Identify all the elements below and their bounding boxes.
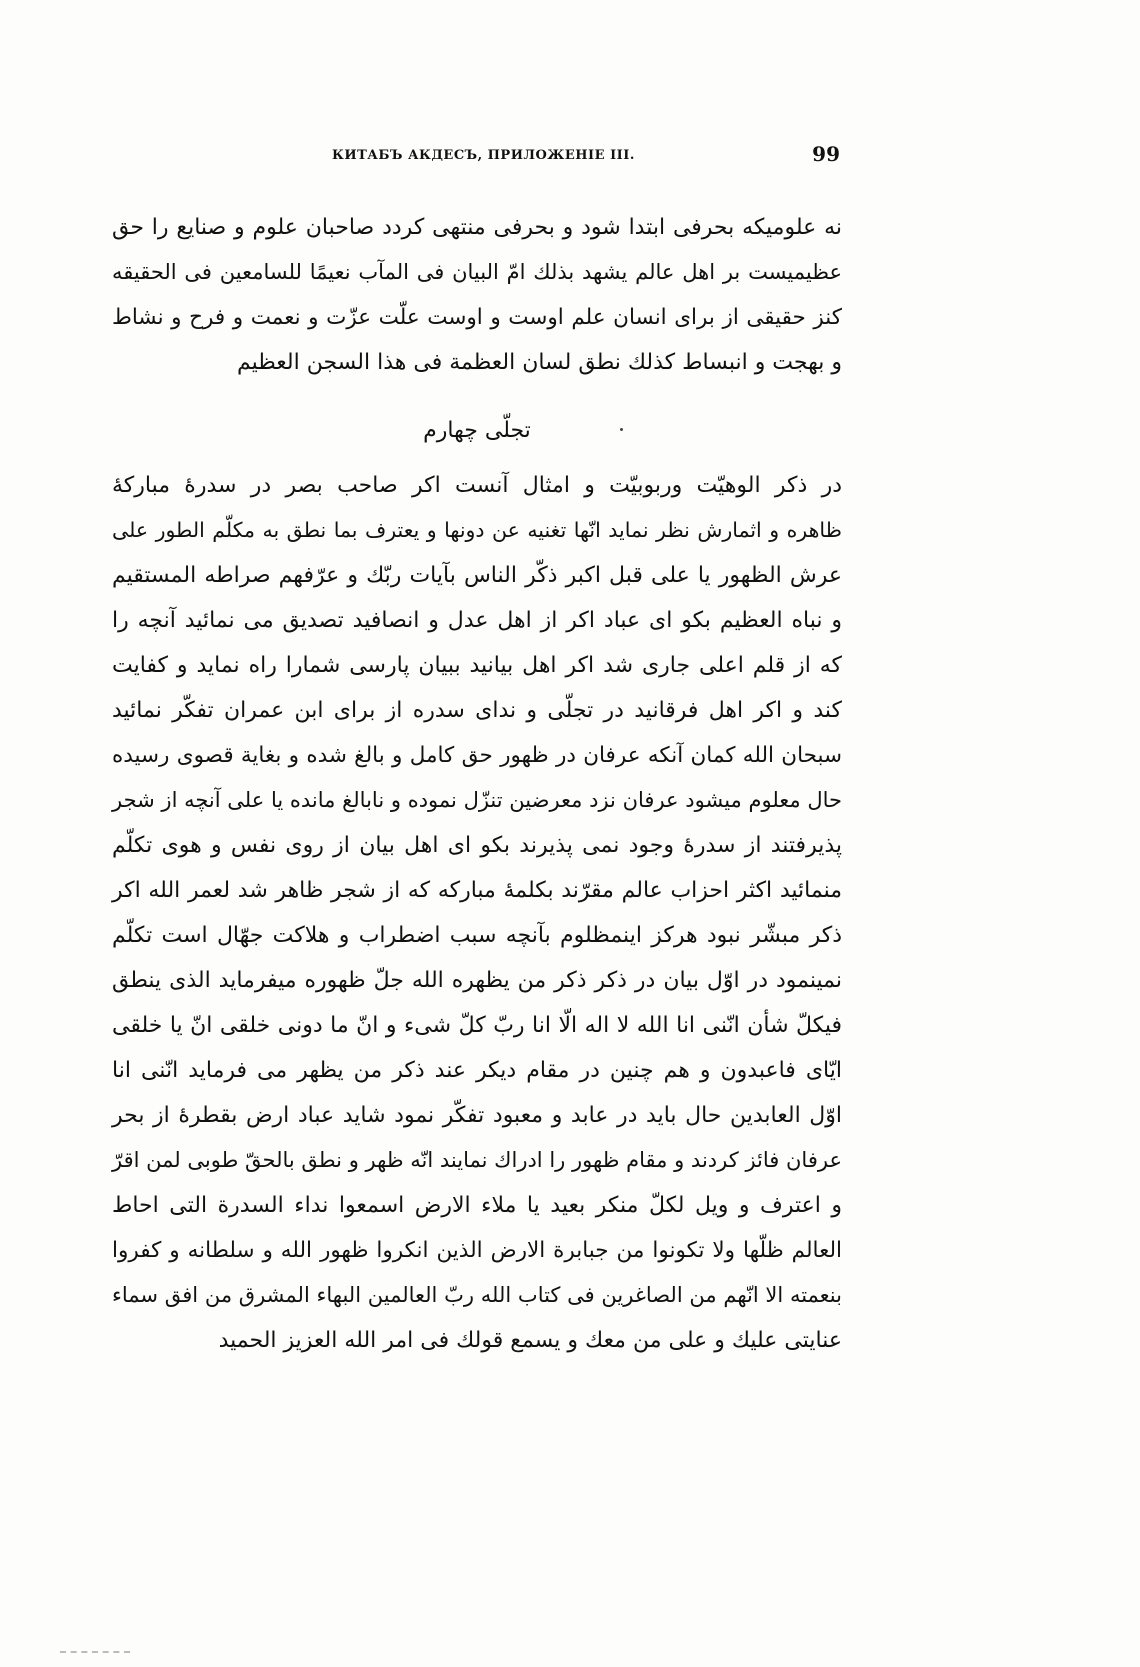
- text-line: فیکلّ شأن انّنی انا الله لا اله الّا انا ربّ کلّ شیء و انّ ما دونی خلقی انّ یا خلقی: [112, 1013, 842, 1038]
- running-head: [112, 142, 842, 172]
- text-line: و اعترف و ویل لکلّ منکر بعید یا ملاء الارض اسمعوا نداء السدرة التی احاط: [112, 1193, 842, 1218]
- text-line: که از قلم اعلی جاری شد اکر اهل بیانید ببیان پارسی شمارا راه نماید و کفایت: [112, 653, 842, 678]
- section-heading: تجلّی چهارم: [423, 418, 531, 443]
- text-line: و بهجت و انبساط کذلك نطق لسان العظمة فی هذا السجن العظیم: [236, 350, 842, 375]
- text-line: و نباه العظیم بکو ای عباد اکر از اهل عدل و انصافید تصدیق می نمائید آنچه را: [112, 608, 842, 633]
- text-line: منمائید اکثر احزاب عالم مقرّند بکلمهٔ مبارکه که از شجر ظاهر شد لعمر الله اکر: [112, 878, 842, 903]
- text-line: ظاهره و اثمارش نظر نماید انّها تغنیه عن دونها و یعترف بما نطق به مکلّم الطور علی: [112, 518, 842, 542]
- text-line: بنعمته الا انّهم من الصاغرین فی کتاب الله ربّ العالمین البهاء المشرق من افق سماء: [112, 1283, 842, 1307]
- text-line: عرش الظهور یا علی قبل اکبر ذکّر الناس بآیات ربّك و عرّفهم صراطه المستقیم: [112, 563, 842, 588]
- text-line: ایّای فاعبدون و هم چنین در مقام دیکر عند ذکر من یظهر می فرماید انّنی انا: [112, 1058, 842, 1083]
- text-line: نه علومیکه بحرفی ابتدا شود و بحرفی منتهی کردد صاحبان علوم و صنایع را حق: [112, 215, 842, 240]
- text-line: نمینمود در اوّل بیان در ذکر ذکر من یظهره الله جلّ ظهوره میفرماید الذی ینطق: [112, 968, 842, 993]
- text-line: عرفان فائز کردند و مقام ظهور را ادراك نمایند انّه ظهر و نطق بالحقّ طوبی لمن اقرّ: [112, 1148, 842, 1172]
- running-head-title: КИТАБЪ АКДЕСЪ, ПРИЛОЖЕНІЕ III.: [332, 148, 635, 163]
- text-line: کنز حقیقی از برای انسان علم اوست و اوست علّت عزّت و نعمت و فرح و نشاط: [112, 305, 842, 330]
- page-number: 99: [812, 142, 840, 166]
- text-line: عنایتی علیك و علی من معك و یسمع قولك فی امر الله العزیز الحمید: [218, 1328, 842, 1353]
- text-line: کند و اکر اهل فرقانید در تجلّی و ندای سدره از برای ابن عمران تفکّر نمائید: [112, 698, 842, 723]
- text-line: حال معلوم میشود عرفان نزد معرضین تنزّل نموده و نابالغ مانده یا علی آنچه از شجر: [112, 788, 842, 812]
- text-line: پذیرفتند از سدرهٔ وجود نمی پذیرند بکو ای اهل بیان از روی نفس و هوی تکلّم: [112, 833, 842, 858]
- text-line: عظیمیست بر اهل عالم یشهد بذلك امّ البیان فی المآب نعیمًا للسامعین فی الحقیقه: [112, 260, 842, 284]
- text-line: اوّل العابدین حال باید در عابد و معبود تفکّر نمود شاید عباد ارض بقطرهٔ از بحر: [112, 1103, 842, 1128]
- paragraph-1: [112, 205, 842, 385]
- text-line: در ذکر الوهیّت وربوبیّت و امثال آنست اکر صاحب بصر در سدرهٔ مبارکهٔ: [112, 473, 842, 498]
- text-line: سبحان الله کمان آنکه عرفان در ظهور حق کامل و بالغ شده و بغایة قصوی رسیده: [112, 743, 842, 768]
- text-line: العالم ظلّها ولا تکونوا من جبابرة الارض الذین انکروا ظهور الله و سلطانه و کفروا: [112, 1238, 842, 1263]
- scan-edge-mark: [60, 1651, 130, 1656]
- paragraph-2: [112, 463, 842, 1363]
- text-line: ذکر مبشّر نبود هرکز اینمظلوم بآنچه سبب اضطراب و هلاکت جهّال است تکلّم: [112, 923, 842, 948]
- ink-speck: [620, 428, 623, 431]
